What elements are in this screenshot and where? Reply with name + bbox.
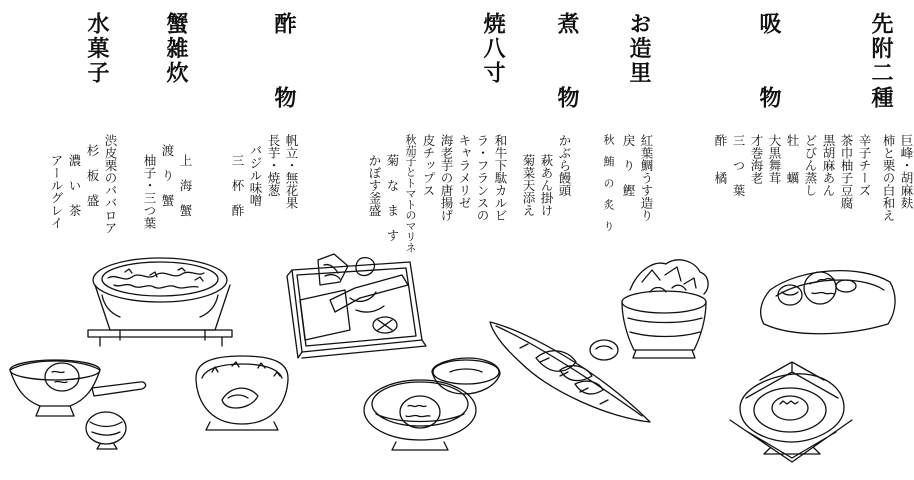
sunomono-bowl-illustration (196, 356, 288, 430)
course-item: 酢 橘 (713, 134, 728, 184)
course-item: 辛子チーズ (857, 134, 872, 197)
course-item: 上 海 蟹 (178, 154, 193, 217)
course-item: 渋皮栗のババロア (103, 134, 118, 234)
course-nimono (521, 12, 580, 242)
course-title: 蟹雑炊 (163, 12, 189, 86)
course-item: バジル味噌 (248, 144, 263, 207)
course-sakizuke (862, 12, 914, 242)
course-item: 黒胡麻あん (821, 134, 836, 197)
course-yakihassun (367, 12, 508, 253)
course-title: 吸 物 (756, 12, 782, 111)
basket-dessert-illustration (730, 362, 852, 462)
course-item: 戻 り 鰹 (621, 134, 636, 197)
course-item: 三 つ 葉 (731, 134, 746, 197)
course-item: 牡 蠣 (785, 134, 800, 184)
course-item: 大黒舞茸 (767, 134, 782, 184)
course-item: 菊 な ま す (385, 154, 400, 242)
course-title: 酢 物 (271, 12, 297, 111)
course-item: 濃 い 茶 (67, 154, 82, 217)
course-item: 巨峰・胡麻麸 (899, 134, 914, 209)
course-sunomono (230, 12, 299, 242)
course-item: 秋茄子とトマトのマリネ (404, 134, 417, 253)
course-item: 茶巾柚子豆腐 (839, 134, 854, 209)
sashimi-leaf-dish-illustration (490, 322, 650, 422)
course-suimono (713, 12, 872, 242)
hassun-tray-illustration (287, 254, 426, 358)
plate-sakizuke-illustration (761, 271, 895, 334)
course-title: 水菓子 (84, 12, 110, 86)
course-item: 長芋・焼葱 (266, 134, 281, 197)
clay-pot-zousui-illustration (88, 258, 232, 346)
course-mizugashi (49, 12, 118, 242)
course-item: 皮チップス (421, 134, 436, 197)
course-item: 杉 板 盛 (85, 144, 100, 207)
course-title: 焼八寸 (480, 12, 506, 86)
course-otsukuri (602, 12, 654, 242)
course-item: 海老芋の唐揚げ (439, 134, 454, 222)
course-item: 帆立・無花果 (284, 134, 299, 209)
course-kanizousui (142, 12, 193, 242)
course-item: どびん蒸し (803, 134, 818, 197)
course-item: 菊菜天添え (521, 154, 536, 217)
course-item: かぶら饅頭 (557, 134, 572, 197)
course-item: 和牛下駄カルビ (493, 134, 508, 222)
course-title: 先附二種 (868, 12, 894, 111)
cup-dessert-illustration (10, 360, 146, 449)
course-item: アールグレイ (49, 154, 64, 229)
cooking-pot-dobinmushi-illustration (590, 260, 708, 360)
course-title: お造里 (626, 12, 652, 86)
course-item: 渡 り 蟹 (160, 144, 175, 207)
course-item: 紅葉鯛うす造り (639, 134, 654, 222)
course-item: かぼす釜盛 (367, 154, 382, 217)
course-item: 萩あん掛け (539, 154, 554, 217)
course-item: キャラメリゼ (457, 134, 472, 209)
course-title: 煮 物 (554, 12, 580, 111)
course-item: 三 杯 酢 (230, 154, 245, 217)
course-item: 柚子・三つ葉 (142, 154, 157, 229)
dish-illustrations (0, 240, 900, 480)
lidded-bowl-nimono-illustration (364, 358, 500, 450)
course-item: 才巻海老 (749, 134, 764, 184)
course-item: ラ・フランスの (475, 134, 490, 222)
course-item: 秋 鮪 の 炙 り (602, 134, 615, 232)
course-item: 柿と栗の白和え (881, 134, 896, 222)
